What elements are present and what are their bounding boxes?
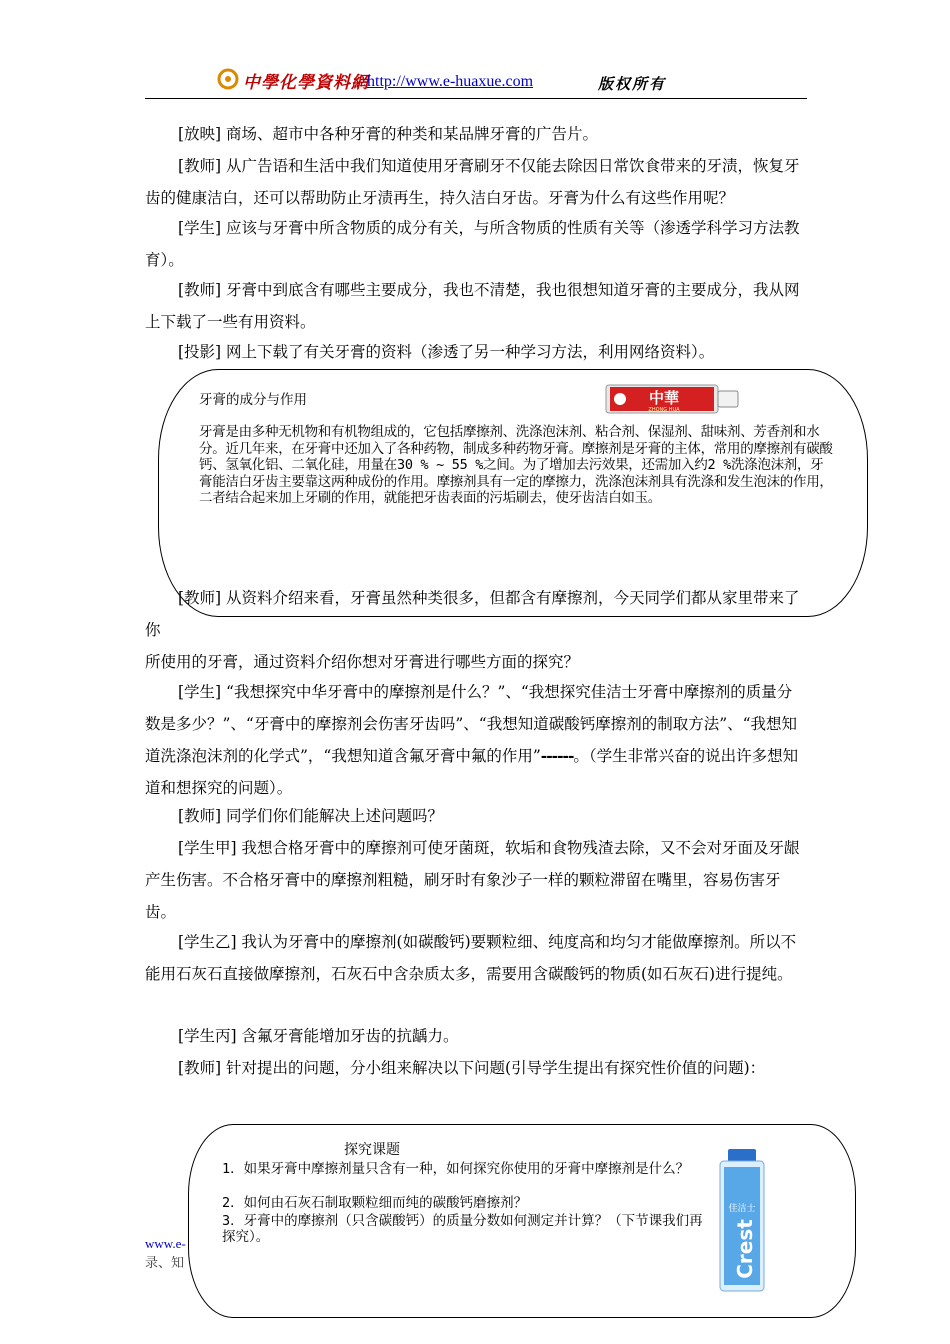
- footer-url-fragment: www.e-: [145, 1236, 186, 1251]
- crest-cn-text: 佳洁士: [728, 1204, 756, 1214]
- paragraph-student-1: [学生] 应该与牙膏中所含物质的成分有关，与所含物质的性质有关等（渗透学科学习方法教育）。: [145, 219, 800, 269]
- teacher-3-text-a: [教师] 从资料介绍来看，牙膏虽然种类很多，但都含有摩擦剂，今天同学们都从家里带来了你: [145, 589, 800, 639]
- paragraph-teacher-3b: 所使用的牙膏，通过资料介绍你想对牙膏进行哪些方面的探究？: [145, 653, 580, 671]
- site-name: 中學化學資料網: [243, 73, 369, 93]
- research-topic-2: 2．如何由石灰石制取颗粒细而纯的碳酸钙磨擦剂？: [222, 1195, 528, 1211]
- paragraph-projection: [投影] 网上下载了有关牙膏的资料（渗透了另一种学习方法，利用网络资料）。: [178, 343, 715, 361]
- tube-brand-text: 中華: [648, 389, 680, 407]
- paragraph-teacher-2: [教师] 牙膏中到底含有哪些主要成分，我也不清楚，我也很想知道牙膏的主要成分，我从网上下载了一些有用资料。: [145, 281, 800, 331]
- info-box-title: 牙膏的成分与作用: [199, 392, 307, 408]
- paragraph-screening: [放映] 商场、超市中各种牙膏的种类和某品牌牙膏的广告片。: [178, 125, 599, 143]
- zhonghua-toothpaste-image: [604, 381, 742, 417]
- paragraph-student-questions: [145, 676, 807, 804]
- paragraph-student-a: [学生甲] 我想合格牙膏中的摩擦剂可使牙菌斑，软垢和食物残渣去除，又不会对牙面及牙龈产生伤害。不合格牙膏中的摩擦剂粗糙，刷牙时有象沙子一样的颗粒滞留在嘴里，容易伤害牙齿。: [145, 839, 800, 921]
- paragraph-student-c: [学生丙] 含氟牙膏能增加牙齿的抗龋力。: [178, 1027, 459, 1045]
- student-questions-dash: ------: [540, 746, 574, 765]
- student-questions-end: 。（学生非常兴奋的说出许多想知道和想探究的问题）。: [145, 747, 799, 797]
- research-topics-title: 探究课题: [344, 1142, 400, 1158]
- crest-toothpaste-image: [718, 1149, 766, 1294]
- page-header: [145, 62, 807, 99]
- paragraph-teacher-1: [教师] 从广告语和生活中我们知道使用牙膏刷牙不仅能去除因日常饮食带来的牙渍，恢复牙齿的健康洁白，还可以帮助防止牙渍再生，持久洁白牙齿。牙膏为什么有这些作用呢？: [145, 157, 800, 207]
- paragraph-teacher-3a: [145, 582, 807, 646]
- site-url-link[interactable]: http://www.e-huaxue.com: [367, 73, 534, 90]
- paragraph-teacher-5: [教师] 针对提出的问题，分小组来解决以下问题(引导学生提出有探究性价值的问题)：: [178, 1059, 766, 1077]
- student-questions-text: [学生] “我想探究中华牙膏中的摩擦剂是什么？”、“我想探究佳洁士牙膏中摩擦剂的质量分数是多少？”、“牙膏中的摩擦剂会伤害牙齿吗”、“我想知道碳酸钙摩擦剂的制取方法”、“我想知道洗涤泡沫剂的化学式”，“我想知道含氟牙膏中氟的作用”: [145, 683, 798, 765]
- research-topic-3: 3．牙膏中的摩擦剂（只含碳酸钙）的质量分数如何测定并计算？（下节课我们再探究）。: [222, 1213, 703, 1245]
- site-logo-icon: [217, 68, 239, 90]
- crest-brand-text: Crest: [733, 1219, 757, 1279]
- paragraph-teacher-4: [教师] 同学们你们能解决上述问题吗？: [178, 807, 444, 825]
- research-topics-box: [188, 1124, 856, 1318]
- research-topic-1: 1．如果牙膏中摩擦剂量只含有一种，如何探究你使用的牙膏中摩擦剂是什么？: [222, 1161, 690, 1177]
- toothpaste-info-box: [158, 369, 868, 617]
- paragraph-student-b: [学生乙] 我认为牙膏中的摩擦剂(如碳酸钙)要颗粒细、纯度高和均匀才能做摩擦剂。所以不能用石灰石直接做摩擦剂，石灰石中含杂质太多，需要用含碳酸钙的物质(如石灰石)进行提纯。: [145, 933, 797, 983]
- tube-brand-subtext: ZHONG HUA: [648, 407, 680, 413]
- footer-text-fragment: 录、知: [145, 1256, 185, 1271]
- copyright-text: 版权所有: [598, 75, 667, 93]
- info-box-body: 牙膏是由多种无机物和有机物组成的，它包括摩擦剂、洗涤泡沫剂、粘合剂、保湿剂、甜味剂、芳香剂和水分。近几年来，在牙膏中还加入了各种药物，制成多种药物牙膏。摩擦剂是牙膏的主体，常用的摩擦剂有碳酸钙、氢氧化铝、二氧化硅，用量在30 % ~ 55 %之间。为了增加去污效果，还需加入约2 %洗涤泡沫剂，牙膏能洁白牙齿主要靠这两种成份的作用。摩擦剂具有一定的摩擦力，洗涤泡沫剂具有洗涤和发生泡沫的作用，二者结合起来加上牙刷的作用，就能把牙齿表面的污垢刷去，使牙齿洁白如玉。: [199, 424, 833, 506]
